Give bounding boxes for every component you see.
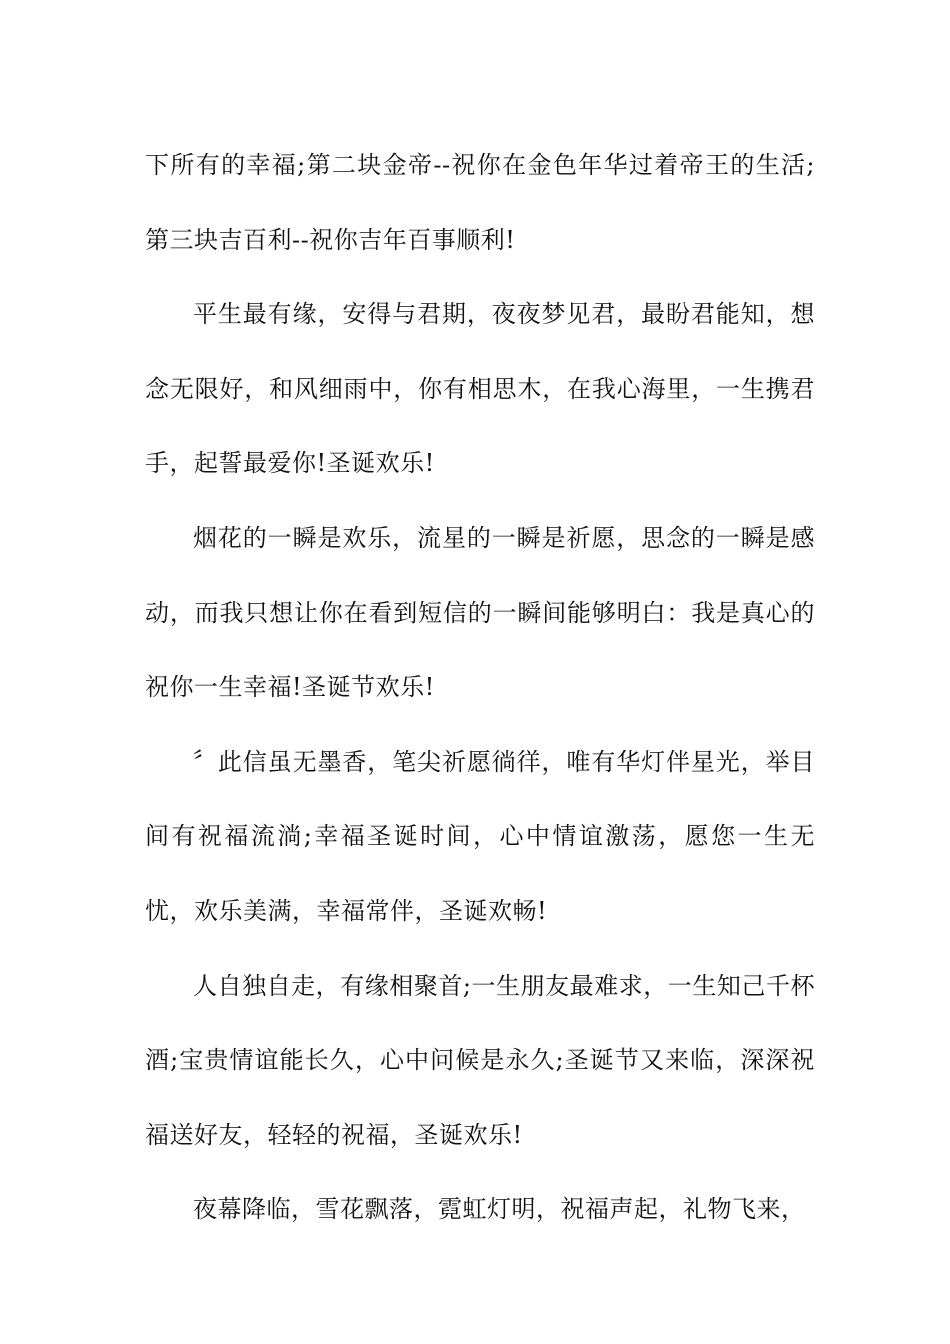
document-body bbox=[145, 128, 815, 1247]
paragraph-love: 平生最有缘，安得与君期，夜夜梦见君，最盼君能知，想念无限好，和风细雨中，你有相思木，在我心海里，一生携君手，起誓最爱你!圣诞欢乐! bbox=[145, 300, 815, 478]
paragraph-fireworks: 烟花的一瞬是欢乐，流星的一瞬是祈愿，思念的一瞬是感动，而我只想让你在看到短信的一瞬间能够明白：我是真心的祝你一生幸福!圣诞节欢乐! bbox=[145, 523, 815, 702]
paragraph-friends: 人自独自走，有缘相聚首;一生朋友最难求，一生知己千杯酒;宝贵情谊能长久，心中问候是永久;圣诞节又来临，深深祝福送好友，轻轻的祝福，圣诞欢乐! bbox=[145, 971, 815, 1149]
paragraph-continued: 下所有的幸福;第二块金帝--祝你在金色年华过着帝王的生活;第三块吉百利--祝你吉年百事顺利! bbox=[145, 151, 815, 254]
paragraph-letter: 〞此信虽无墨香，笔尖祈愿徜徉，唯有华灯伴星光，举目间有祝福流淌;幸福圣诞时间，心中情谊激荡，愿您一生无忧，欢乐美满，幸福常伴，圣诞欢畅! bbox=[145, 747, 815, 925]
paragraph-night: 夜幕降临，雪花飘落，霓虹灯明，祝福声起，礼物飞来， bbox=[193, 1195, 806, 1224]
